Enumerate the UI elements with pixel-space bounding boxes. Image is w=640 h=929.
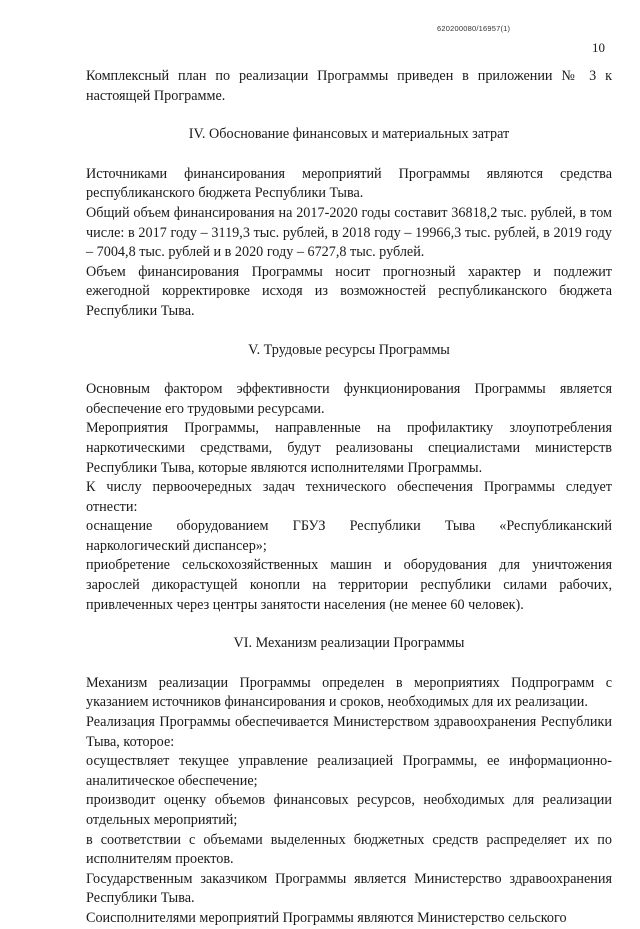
paragraph: Основным фактором эффективности функционирования Программы является обеспечение его трудовыми ресурсами. (86, 381, 612, 417)
paragraph: Механизм реализации Программы определен в мероприятиях Подпрограмм с указанием источников финансирования и сроков, необходимых для их реализации. (86, 674, 612, 711)
paragraph: Мероприятия Программы, направленные на профилактику злоупотребления наркотическими средствами, будут реализованы специалистами министерств Республики Тыва, которые являются исполнителями Программы. (86, 420, 612, 476)
paragraph: К числу первоочередных задач технического обеспечения Программы следует отнести: (86, 479, 612, 515)
section-heading-financing: IV. Обоснование финансовых и материальных затрат (188, 126, 510, 143)
document-body (86, 67, 612, 929)
page-number: 10 (592, 40, 605, 55)
paragraph: осуществляет текущее управление реализацией Программы, ее информационно-аналитическое обеспечение; (86, 753, 612, 789)
paragraph: в соответствии с объемами выделенных бюджетных средств распределяет их по исполнителям проектов. (86, 831, 612, 868)
paragraph: Реализация Программы обеспечивается Министерством здравоохранения Республики Тыва, которое: (86, 714, 612, 750)
paragraph: Соисполнителями мероприятий Программы являются Министерство сельского (86, 909, 567, 926)
paragraph: Государственным заказчиком Программы является Министерство здравоохранения Республики Тыва. (86, 870, 612, 907)
paragraph: Общий объем финансирования на 2017-2020 годы составит 36818,2 тыс. рублей, в том числе: в 2017 году – 3119,3 тыс. рублей, в 2018 году – 19966,3 тыс. рублей, в 2019 году – 7004,8 тыс. рублей и в 2020 году – 6727,8 тыс. рублей. (86, 204, 612, 261)
paragraph: производит оценку объемов финансовых ресурсов, необходимых для реализации отдельных мероприятий; (86, 792, 612, 828)
paragraph: приобретение сельскохозяйственных машин и оборудования для уничтожения зарослей дикорастущей конопли на территории республики силами рабочих, привлеченных через центры занятости населения (не менее 60 человек). (86, 557, 612, 613)
paragraph: Объем финансирования Программы носит прогнозный характер и подлежит ежегодной корректировке исходя из возможностей республиканского бюджета Республики Тыва. (86, 263, 612, 319)
section-heading-mechanism: VI. Механизм реализации Программы (233, 635, 465, 652)
document-stamp: 620200080/16957(1) (437, 24, 511, 33)
section-heading-labor: V. Трудовые ресурсы Программы (248, 341, 450, 358)
paragraph: оснащение оборудованием ГБУЗ Республики Тыва «Республиканский наркологический диспансер»; (86, 518, 612, 554)
intro-paragraph: Комплексный план по реализации Программы приведен в приложении № 3 к настоящей Программе. (86, 68, 612, 104)
paragraph: Источниками финансирования мероприятий Программы являются средства республиканского бюджета Республики Тыва. (86, 165, 612, 202)
